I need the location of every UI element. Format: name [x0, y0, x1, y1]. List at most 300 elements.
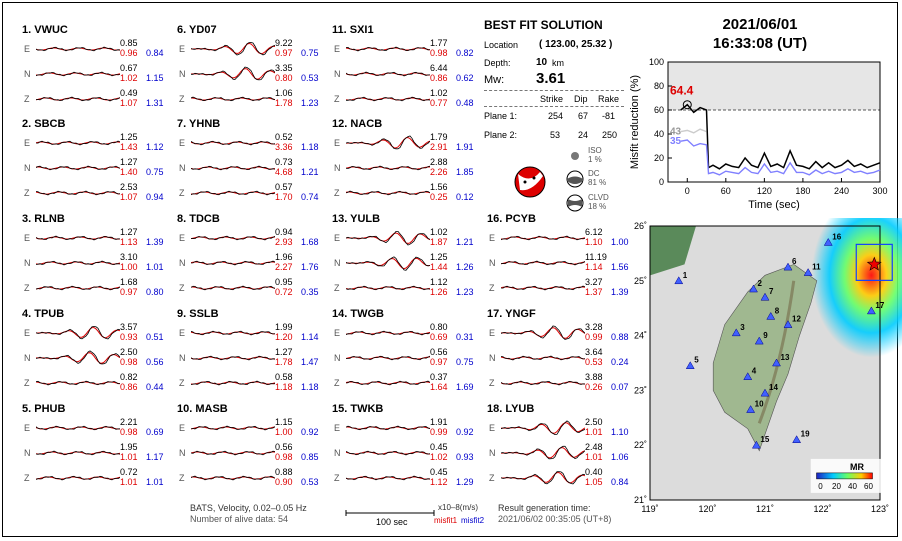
lon-tick-label: 120˚: [698, 504, 717, 514]
component-label: E: [334, 44, 341, 54]
waveform-trace: [346, 155, 430, 181]
misfit2-value: 0.12: [456, 192, 474, 202]
max-amplitude: 1.91: [430, 417, 448, 427]
component-row: [177, 180, 327, 206]
misfit2-value: 1.12: [146, 142, 164, 152]
misfit2-value: 0.85: [301, 452, 319, 462]
misfit1-value: 0.25: [430, 192, 448, 202]
waveform-trace: [501, 275, 585, 301]
component-row: [177, 86, 327, 112]
component-row: [487, 225, 637, 251]
component-label: E: [179, 233, 186, 243]
component-label: Z: [24, 283, 30, 293]
station-block: [332, 308, 482, 400]
waveform-trace: [346, 250, 430, 276]
plane1-strike: 254: [548, 111, 564, 121]
component-label: Z: [489, 473, 495, 483]
waveform-trace: [36, 225, 120, 251]
scale-unit: x10–8(m/s): [438, 503, 479, 512]
mw-value: 3.61: [536, 70, 566, 87]
component-label: E: [489, 328, 496, 338]
station-title: 5. PHUB: [22, 403, 66, 415]
generation-label: Result generation time:: [498, 503, 591, 513]
misfit2-value: 0.69: [146, 427, 164, 437]
misfit1-value: 1.01: [120, 477, 138, 487]
misfit1-value: 0.98: [120, 357, 138, 367]
misfit1-value: 0.98: [120, 427, 138, 437]
component-label: E: [179, 44, 186, 54]
best-value-label: 64.4: [670, 83, 694, 98]
misfit1-value: 1.70: [275, 192, 293, 202]
component-row: [487, 320, 637, 346]
misfit2-value: 1.76: [301, 262, 319, 272]
station-map: [626, 218, 902, 518]
component-label: E: [24, 328, 31, 338]
station-label: 1: [682, 270, 688, 280]
label-43: 43: [670, 126, 682, 138]
waveform-trace: [346, 345, 430, 371]
misfit2-value: 0.74: [301, 192, 319, 202]
max-amplitude: 0.56: [430, 347, 448, 357]
station-label: 4: [751, 366, 757, 376]
component-row: [177, 61, 327, 87]
misfit2-value: 1.47: [301, 357, 319, 367]
focal-mechanism-beachball: [510, 162, 550, 202]
y-axis-label: Misfit reduction (%): [629, 74, 641, 170]
component-row: [22, 440, 172, 466]
x-axis-label: Time (sec): [748, 199, 800, 211]
station-title: 4. TPUB: [22, 308, 65, 320]
misfit2-value: 0.84: [611, 477, 629, 487]
max-amplitude: 0.40: [585, 467, 603, 477]
max-amplitude: 0.82: [120, 372, 138, 382]
lon-tick-label: 119˚: [641, 504, 659, 514]
max-amplitude: 3.10: [120, 252, 138, 262]
waveform-trace: [36, 370, 120, 396]
component-row: [22, 225, 172, 251]
x-tick-label: 300: [872, 186, 888, 196]
misfit1-value: 2.26: [430, 167, 448, 177]
waveform-trace: [191, 415, 275, 441]
station-title: 8. TDCB: [177, 213, 220, 225]
component-label: N: [334, 69, 341, 79]
x-tick-label: 240: [833, 186, 849, 196]
x-tick-label: 120: [756, 186, 772, 196]
station-block: [177, 213, 327, 305]
waveform-trace: [36, 440, 120, 466]
component-label: Z: [179, 94, 185, 104]
station-label: 17: [875, 300, 885, 310]
component-label: Z: [334, 378, 340, 388]
misfit1-value: 0.98: [275, 452, 293, 462]
max-amplitude: 3.35: [275, 63, 293, 73]
misfit2-value: 1.01: [146, 477, 164, 487]
misfit2-value: 1.17: [146, 452, 164, 462]
misfit2-value: 1.69: [456, 382, 474, 392]
max-amplitude: 2.50: [585, 417, 603, 427]
dc-symbol-icon: [566, 170, 584, 188]
misfit1-value: 1.02: [430, 452, 448, 462]
component-label: N: [179, 258, 186, 268]
misfit1-value: 4.68: [275, 167, 293, 177]
component-label: E: [179, 423, 186, 433]
station-label: 13: [780, 353, 790, 362]
y-tick-label: 100: [648, 57, 664, 67]
component-row: [487, 345, 637, 371]
max-amplitude: 0.67: [120, 63, 138, 73]
misfit1-value: 1.87: [430, 237, 448, 247]
col-rake: Rake: [598, 94, 620, 104]
component-label: Z: [489, 378, 495, 388]
location-label: Location: [484, 40, 519, 50]
station-block: [177, 24, 327, 116]
waveform-trace: [191, 225, 275, 251]
waveform-trace: [191, 86, 275, 112]
component-label: Z: [179, 283, 185, 293]
max-amplitude: 1.68: [120, 277, 138, 287]
waveform-trace: [191, 180, 275, 206]
misfit1-value: 1.64: [430, 382, 448, 392]
station-block: [487, 213, 637, 305]
misfit1-value: 0.26: [585, 382, 603, 392]
misfit1-value: 0.97: [430, 357, 448, 367]
component-row: [22, 130, 172, 156]
component-row: [487, 465, 637, 491]
plane1-dip: 67: [578, 111, 589, 121]
y-tick-label: 40: [653, 129, 664, 139]
max-amplitude: 0.94: [275, 227, 293, 237]
station-title: 6. YD07: [177, 24, 217, 36]
component-label: N: [179, 448, 186, 458]
legend-misfit2: misfit2: [461, 516, 485, 525]
station-label: 7: [769, 287, 774, 297]
component-label: E: [24, 233, 31, 243]
misfit1-value: 1.44: [430, 262, 448, 272]
misfit1-value: 1.20: [275, 332, 293, 342]
max-amplitude: 1.15: [275, 417, 293, 427]
component-label: Z: [334, 188, 340, 198]
misfit1-value: 1.43: [120, 142, 138, 152]
misfit1-value: 0.98: [430, 48, 448, 58]
station-block: [332, 118, 482, 210]
max-amplitude: 0.58: [275, 372, 293, 382]
colorbar-tick: 0: [818, 481, 823, 491]
waveform-trace: [346, 440, 430, 466]
misfit1-value: 3.36: [275, 142, 293, 152]
max-amplitude: 1.27: [120, 157, 138, 167]
component-row: [332, 320, 482, 346]
station-title: 13. YULB: [332, 213, 381, 225]
misfit2-value: 1.29: [456, 477, 474, 487]
component-row: [332, 250, 482, 276]
waveform-trace: [191, 36, 275, 62]
colorbar-tick: 20: [832, 481, 841, 491]
station-title: 12. NACB: [332, 118, 383, 130]
station-label: 3: [740, 322, 745, 332]
x-tick-label: 180: [795, 186, 811, 196]
component-label: N: [334, 448, 341, 458]
lat-tick-label: 24˚: [633, 330, 647, 341]
station-block: [22, 24, 172, 116]
component-row: [177, 415, 327, 441]
component-row: [332, 61, 482, 87]
component-label: Z: [24, 378, 30, 388]
max-amplitude: 2.53: [120, 182, 138, 192]
misfit2-value: 1.14: [301, 332, 319, 342]
component-label: E: [489, 423, 496, 433]
misfit1-value: 0.99: [430, 427, 448, 437]
misfit1-value: 1.02: [120, 73, 138, 83]
colorbar-label: MR: [850, 461, 864, 472]
station-block: [22, 308, 172, 400]
station-title: 1. VWUC: [22, 24, 68, 36]
component-label: N: [179, 69, 186, 79]
component-label: Z: [334, 94, 340, 104]
misfit2-value: 0.82: [456, 48, 474, 58]
waveform-trace: [36, 61, 120, 87]
misfit1-value: 0.93: [120, 332, 138, 342]
component-label: E: [334, 328, 341, 338]
misfit2-value: 1.68: [301, 237, 319, 247]
component-label: E: [334, 233, 341, 243]
misfit1-value: 1.78: [275, 357, 293, 367]
waveform-trace: [36, 36, 120, 62]
misfit1-value: 0.53: [585, 357, 603, 367]
component-row: [332, 130, 482, 156]
x-tick-label: 60: [720, 186, 731, 196]
component-row: [22, 36, 172, 62]
max-amplitude: 1.56: [430, 182, 448, 192]
misfit2-value: 0.62: [456, 73, 474, 83]
waveform-trace: [501, 345, 585, 371]
station-title: 11. SXI1: [332, 24, 374, 36]
component-row: [177, 370, 327, 396]
waveform-trace: [346, 320, 430, 346]
waveform-trace: [191, 275, 275, 301]
waveform-trace: [501, 465, 585, 491]
waveform-trace: [346, 275, 430, 301]
component-row: [332, 345, 482, 371]
component-label: Z: [179, 378, 185, 388]
station-title: 17. YNGF: [487, 308, 536, 320]
component-label: E: [24, 138, 31, 148]
misfit1-value: 0.77: [430, 98, 448, 108]
component-row: [487, 415, 637, 441]
component-row: [177, 275, 327, 301]
misfit1-value: 1.07: [120, 192, 138, 202]
station-title: 16. PCYB: [487, 213, 536, 225]
component-row: [22, 155, 172, 181]
waveform-trace: [36, 415, 120, 441]
misfit1-value: 1.78: [275, 98, 293, 108]
waveform-trace: [501, 225, 585, 251]
misfit2-value: 0.53: [301, 73, 319, 83]
max-amplitude: 1.25: [430, 252, 448, 262]
misfit1-value: 2.91: [430, 142, 448, 152]
waveform-trace: [191, 345, 275, 371]
misfit1-value: 0.96: [120, 48, 138, 58]
depth-value: 10: [536, 57, 548, 68]
waveform-trace: [191, 440, 275, 466]
max-amplitude: 1.95: [120, 442, 138, 452]
component-label: N: [489, 448, 496, 458]
component-row: [332, 465, 482, 491]
lon-tick-label: 122˚: [813, 504, 832, 514]
station-label: 16: [832, 232, 842, 242]
waveform-trace: [346, 225, 430, 251]
component-label: Z: [179, 473, 185, 483]
lat-tick-label: 22˚: [633, 440, 647, 451]
waveform-trace: [191, 130, 275, 156]
misfit2-value: 0.88: [611, 332, 629, 342]
max-amplitude: 0.95: [275, 277, 293, 287]
component-label: N: [334, 353, 341, 363]
misfit2-value: 1.21: [456, 237, 474, 247]
station-label: 9: [763, 331, 768, 341]
station-block: [332, 213, 482, 305]
max-amplitude: 0.52: [275, 132, 293, 142]
misfit1-value: 1.26: [430, 287, 448, 297]
waveform-trace: [346, 370, 430, 396]
max-amplitude: 2.21: [120, 417, 138, 427]
misfit2-value: 1.00: [611, 237, 629, 247]
plane2-dip: 24: [578, 130, 589, 140]
max-amplitude: 1.02: [430, 88, 448, 98]
legend-misfit1: misfit1: [434, 516, 458, 525]
max-amplitude: 0.56: [275, 442, 293, 452]
waveform-trace: [346, 180, 430, 206]
station-label: 11: [812, 262, 821, 272]
component-row: [177, 155, 327, 181]
station-label: 14: [769, 383, 778, 393]
component-label: E: [334, 423, 341, 433]
station-block: [22, 213, 172, 305]
misfit1-value: 1.37: [585, 287, 603, 297]
waveform-trace: [191, 155, 275, 181]
component-row: [332, 225, 482, 251]
lon-tick-label: 121˚: [755, 504, 775, 514]
misfit2-value: 1.26: [456, 262, 474, 272]
component-label: N: [489, 353, 496, 363]
component-label: E: [179, 138, 186, 148]
y-tick-label: 80: [653, 81, 664, 91]
component-label: E: [24, 44, 31, 54]
iso-value: 1 %: [588, 155, 602, 164]
max-amplitude: 1.27: [275, 347, 293, 357]
station-title: 18. LYUB: [487, 403, 535, 415]
misfit2-value: 0.51: [146, 332, 164, 342]
max-amplitude: 1.02: [430, 227, 448, 237]
misfit-reduction-chart: [626, 54, 898, 214]
max-amplitude: 6.44: [430, 63, 448, 73]
component-row: [332, 86, 482, 112]
component-label: E: [179, 328, 186, 338]
component-label: Z: [179, 188, 185, 198]
max-amplitude: 0.45: [430, 467, 448, 477]
component-row: [177, 36, 327, 62]
station-title: 3. RLNB: [22, 213, 65, 225]
max-amplitude: 1.99: [275, 322, 293, 332]
iso-symbol-icon: [570, 151, 580, 161]
misfit2-value: 1.85: [456, 167, 474, 177]
waveform-trace: [501, 250, 585, 276]
component-row: [22, 415, 172, 441]
misfit2-value: 0.92: [456, 427, 474, 437]
station-block: [332, 403, 482, 495]
misfit1-value: 1.14: [585, 262, 603, 272]
misfit1-value: 1.18: [275, 382, 293, 392]
best-fit-panel: [484, 18, 624, 218]
component-row: [487, 440, 637, 466]
component-label: Z: [24, 94, 30, 104]
station-label: 6: [792, 257, 797, 267]
depth-unit: km: [552, 58, 564, 68]
misfit2-value: 1.10: [611, 427, 629, 437]
plane2-label: Plane 2:: [484, 130, 518, 140]
component-row: [177, 130, 327, 156]
station-label: 15: [760, 435, 770, 445]
station-label: 10: [754, 399, 764, 409]
station-block: [487, 403, 637, 495]
misfit1-value: 1.00: [275, 427, 293, 437]
plane2-rake: 250: [602, 130, 618, 140]
misfit1-value: 1.13: [120, 237, 138, 247]
waveform-trace: [191, 465, 275, 491]
component-row: [332, 155, 482, 181]
misfit2-value: 1.31: [146, 98, 164, 108]
series-line: [681, 129, 707, 133]
misfit1-value: 1.12: [430, 477, 448, 487]
misfit2-value: 0.53: [301, 477, 319, 487]
max-amplitude: 1.27: [120, 227, 138, 237]
misfit2-value: 0.24: [611, 357, 629, 367]
component-label: N: [24, 69, 31, 79]
component-label: N: [24, 448, 31, 458]
waveform-trace: [346, 36, 430, 62]
event-date: 2021/06/01: [722, 16, 798, 33]
waveform-trace: [36, 465, 120, 491]
event-time: 16:33:08 (UT): [712, 35, 808, 52]
waveform-trace: [346, 61, 430, 87]
max-amplitude: 0.80: [430, 322, 448, 332]
station-title: 14. TWGB: [332, 308, 384, 320]
lat-tick-label: 23˚: [633, 385, 647, 396]
component-row: [22, 61, 172, 87]
misfit2-value: 1.23: [456, 287, 474, 297]
max-amplitude: 2.50: [120, 347, 138, 357]
misfit1-value: 0.90: [275, 477, 293, 487]
component-row: [22, 86, 172, 112]
colorbar-tick: 40: [848, 481, 857, 491]
station-label: 5: [694, 355, 699, 365]
max-amplitude: 1.79: [430, 132, 448, 142]
misfit1-value: 0.97: [275, 48, 293, 58]
misfit1-value: 0.86: [120, 382, 138, 392]
max-amplitude: 0.45: [430, 442, 448, 452]
component-label: N: [179, 163, 186, 173]
location-value: ( 123.00, 25.32 ): [539, 39, 613, 50]
waveform-trace: [346, 130, 430, 156]
max-amplitude: 6.12: [585, 227, 603, 237]
waveform-trace: [36, 250, 120, 276]
component-row: [22, 320, 172, 346]
misfit2-value: 0.35: [301, 287, 319, 297]
lat-tick-label: 21˚: [633, 495, 647, 505]
component-row: [332, 36, 482, 62]
max-amplitude: 1.96: [275, 252, 293, 262]
depth-label: Depth:: [484, 58, 511, 68]
component-row: [22, 370, 172, 396]
